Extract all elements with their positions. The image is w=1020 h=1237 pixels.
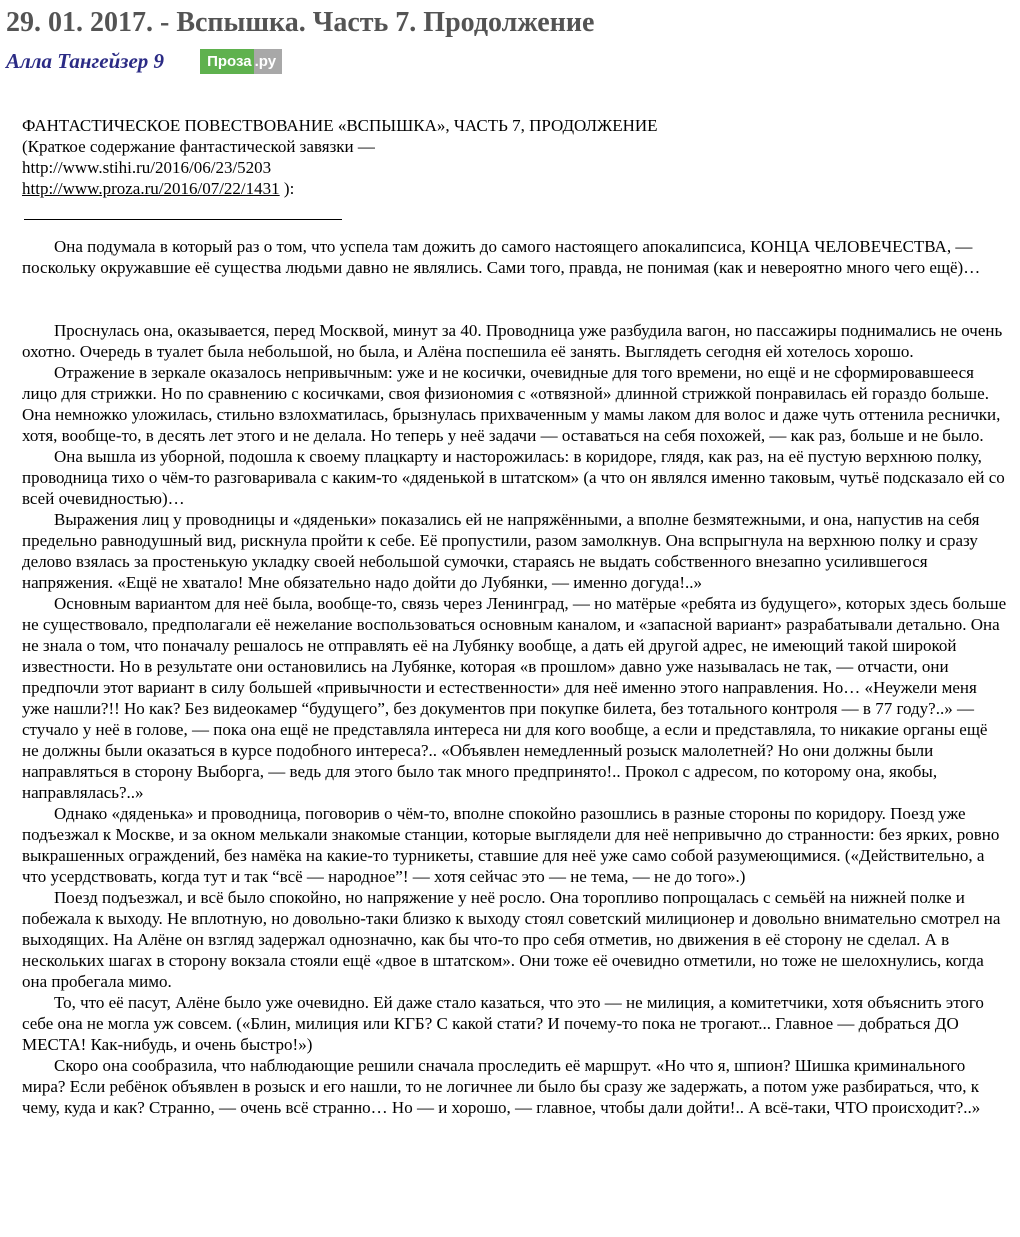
logo-gray-segment: .ру	[254, 49, 282, 74]
story-paragraph: Основным вариантом для неё была, вообще-то, связь через Ленинград, — но матёрые «ребята из будущего», которых здесь больше не существовало, предполагали её нежелание воспользоваться основным каналом, и «запасной вариант» разрабатывали детально. Она не знала о том, что поначалу решалось не отправлять её на Лубянку вообще, а дать ей другой адрес, не имеющий такой широкой известности. Но в результате они остановились на Лубянке, которая «в прошлом» давно уже называлась не так, — отчасти, они предпочли этот вариант в силу большей «привычности и естественности» для неё именно этого направления. Но… «Неужели меня уже нашли?!! Но как? Без видеокамер “будущего”, без документов при покупке билета, без тотального контроля — в 77 году?..» — стучало у неё в голове, — пока она ещё не представляла интереса ни для кого вообще, а если и представляла, то никакие органы ещё не должны были оказаться в курсе подобного интереса?.. «Объявлен немедленный розыск малолетней? Но они должны были направляться в сторону Выборга, — ведь для этого было так много предпринято!.. Прокол с адресом, по которому она, якобы, направлялась?..»	[22, 593, 1007, 802]
story-paragraph: Поезд подъезжал, и всё было спокойно, но напряжение у неё росло. Она торопливо попрощалась с семьёй на нижней полке и побежала к выходу. Не вплотную, но довольно-таки близко к выходу стоял советский милиционер и довольно внимательно смотрел на выходящих. На Алёне он взгляд задержал однозначно, как бы что-то про себя отметив, но движения в её сторону не сделал. А в нескольких шагах в сторону вокзала стояли ещё «двое в штатском». Они тоже её очевидно отметили, но тоже не шелохнулись, когда она пробегала мимо.	[22, 887, 1001, 991]
story-paragraph: Однако «дяденька» и проводница, поговорив о чём-то, вполне спокойно разошлись в разные стороны по коридору. Поезд уже подъезжал к Москве, и за окном мелькали знакомые станции, которые выглядели для неё непривычно до странности: без ярких, ровно выкрашенных ограждений, без намёка на какие-то турникеты, ставшие для неё уже само собой разумеющимися. («Действительно, а что усердствовать, когда тут и так “всё — народное”! — хотя сейчас это — не тема, — не до того».)	[22, 803, 1000, 886]
intro-heading: ФАНТАСТИЧЕСКОЕ ПОВЕСТВОВАНИЕ «ВСПЫШКА», ЧАСТЬ 7, ПРОДОЛЖЕНИЕ	[22, 115, 658, 135]
author-link[interactable]: Алла Тангейзер 9	[6, 49, 165, 74]
intro-note: (Краткое содержание фантастической завязки —	[22, 136, 375, 156]
intro-block	[22, 115, 1008, 199]
story-paragraph: Проснулась она, оказывается, перед Москвой, минут за 40. Проводница уже разбудила вагон, но пассажиры поднимались не очень охотно. Очередь в туалет была небольшой, но была, и Алёна поспешила её занять. Выглядеть сегодня ей хотелось хорошо.	[22, 320, 1003, 361]
story-paragraph: Она подумала в который раз о том, что успела там дожить до самого настоящего апокалипсиса, КОНЦА ЧЕЛОВЕЧЕСТВА, — поскольку окружавшие её существа людьми давно не являлись. Сами того, правда, не понимая (как и невероятно много чего ещё)…	[22, 236, 981, 277]
logo-green-segment: Проза	[200, 49, 254, 74]
intro-suffix: ):	[279, 178, 295, 198]
story-paragraph: Выражения лиц у проводницы и «дяденьки» показались ей не напряжёнными, а вполне безмятежными, и она, напустив на себя предельно равнодушный вид, рискнула пройти к себе. Её пропустили, разом замолкнув. Она вспрыгнула на верхнюю полку и сразу делово взялась за простенькую укладку своей небольшой сумочки, стараясь не выдать собственного внезапно усилившегося напряжения. «Ещё не хватало! Мне обязательно надо дойти до Лубянки, — именно догуда!..»	[22, 509, 980, 592]
proza-url-link[interactable]: http://www.proza.ru/2016/07/22/1431	[22, 178, 280, 198]
story-paragraph: То, что её пасут, Алёне было уже очевидно. Ей даже стало казаться, что это — не милиция, а комитетчики, хотя объяснить этого себе она не могла уж совсем. («Блин, милиция или КГБ? С какой стати? И почему-то пока не трогают... Главное — добраться ДО МЕСТА! Как-нибудь, и очень быстро!»)	[22, 992, 984, 1054]
proza-ru-logo[interactable]	[200, 49, 282, 74]
story-paragraph: Скоро она сообразила, что наблюдающие решили сначала проследить её маршрут. «Но что я, шпион? Шишка криминального мира? Если ребёнок объявлен в розыск и его нашли, то не логичнее ли было бы сразу же задержать, а потом уже разбираться, что, к чему, куда и как? Странно, — очень всё странно… Но — и хорошо, — главное, чтобы дали дойти!.. А всё-таки, ЧТО происходит?..»	[22, 1055, 981, 1117]
byline	[6, 49, 1010, 75]
story-paragraph: Отражение в зеркале оказалось непривычным: уже и не косички, очевидные для того времени, но ещё и не сформировавшееся лицо для стрижки. Но по сравнению с косичками, своя физиономия с «отвязной» длинной стрижкой понравилась ей гораздо больше. Она немножко уложилась, стильно взлохматилась, брызнулась прихваченным у мамы лаком для волос и даже чуть оттенила реснички, хотя, вообще-то, в десять лет этого и не делала. Но теперь у неё задачи — оставаться на себя похожей, — как раз, больше и не было.	[22, 362, 1001, 445]
page-title: 29. 01. 2017. - Вспышка. Часть 7. Продолжение	[6, 7, 595, 38]
horizontal-divider	[24, 219, 342, 220]
stihi-url-text: http://www.stihi.ru/2016/06/23/5203	[22, 157, 272, 177]
article-body	[22, 115, 1008, 1118]
story-paragraph: Она вышла из уборной, подошла к своему плацкарту и насторожилась: в коридоре, глядя, как раз, на её пустую верхнюю полку, проводница тихо о чём-то разговаривала с каким-то «дяденькой в штатском» (а что он являлся именно таковым, чутьё подсказало ей со всей очевидностью)…	[22, 446, 1005, 508]
